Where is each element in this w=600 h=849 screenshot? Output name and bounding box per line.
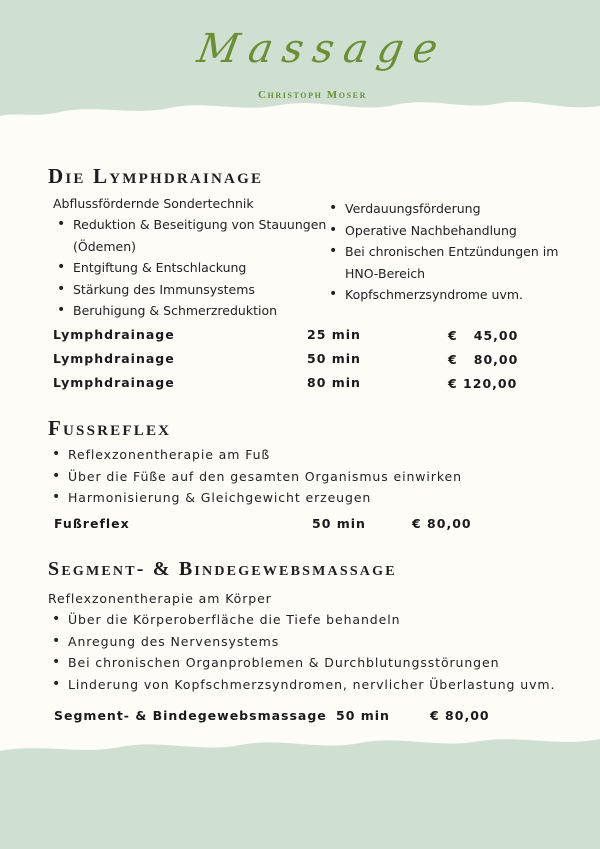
list-item: • Bei chronischen Entzündungen im HNO-Bereich <box>325 241 558 284</box>
list-item: • Operative Nachbehandlung <box>325 220 558 242</box>
price-row-name: Fußreflex <box>54 516 130 531</box>
lymph-right-list <box>325 198 558 306</box>
list-item: • Anregung des Nervensystems <box>48 631 555 653</box>
price-row-price: € 80,00 <box>448 352 519 367</box>
price-row-name: Lymphdrainage <box>53 375 175 390</box>
lymph-intro: Abflussfördernde Sondertechnik <box>53 196 254 211</box>
lymph-left-list <box>53 214 326 322</box>
list-item: • Harmonisierung & Gleichgewicht erzeugen <box>48 487 462 509</box>
price-row-price: € 80,00 <box>412 516 472 531</box>
list-item: • Entgiftung & Entschlackung <box>53 257 326 279</box>
list-item: • Reduktion & Beseitigung von Stauungen (Ödemen) <box>53 214 326 257</box>
segment-intro: Reflexzonentherapie am Körper <box>48 591 272 606</box>
fuss-list <box>48 444 462 509</box>
list-item: • Bei chronischen Organproblemen & Durchblutungsstörungen <box>48 652 555 674</box>
logo <box>170 26 452 108</box>
logo-subtitle: Christoph Moser <box>258 89 367 101</box>
price-row-name: Segment- & Bindegewebsmassage <box>54 708 327 723</box>
list-item: • Stärkung des Immunsystems <box>53 279 326 301</box>
price-row-price: € 80,00 <box>430 708 490 723</box>
price-row-duration: 50 min <box>336 708 390 723</box>
list-item: • Verdauungsförderung <box>325 198 558 220</box>
price-row-duration: 50 min <box>307 351 361 366</box>
price-row-duration: 50 min <box>312 516 366 531</box>
list-item: • Kopfschmerzsyndrome uvm. <box>325 284 558 306</box>
price-row-name: Lymphdrainage <box>53 327 175 342</box>
price-row-duration: 80 min <box>307 375 361 390</box>
logo-script: Massage <box>193 26 452 72</box>
segment-title: Segment- & Bindegewebsmassage <box>48 558 397 580</box>
list-item: • Linderung von Kopfschmerzsyndromen, nervlicher Überlastung uvm. <box>48 674 555 696</box>
fuss-title: Fussreflex <box>48 416 172 440</box>
lymph-title: Die Lymphdrainage <box>48 164 264 188</box>
price-row-price: € 45,00 <box>448 328 519 343</box>
list-item: • Über die Füße auf den gesamten Organismus einwirken <box>48 466 462 488</box>
list-item: • Über die Körperoberfläche die Tiefe behandeln <box>48 609 555 631</box>
list-item: • Reflexzonentherapie am Fuß <box>48 444 462 466</box>
price-row-name: Lymphdrainage <box>53 351 175 366</box>
list-item: • Beruhigung & Schmerzreduktion <box>53 300 326 322</box>
price-row-price: € 120,00 <box>448 376 518 391</box>
bottom-green-band <box>0 729 600 849</box>
segment-list <box>48 609 555 695</box>
price-row-duration: 25 min <box>307 327 361 342</box>
